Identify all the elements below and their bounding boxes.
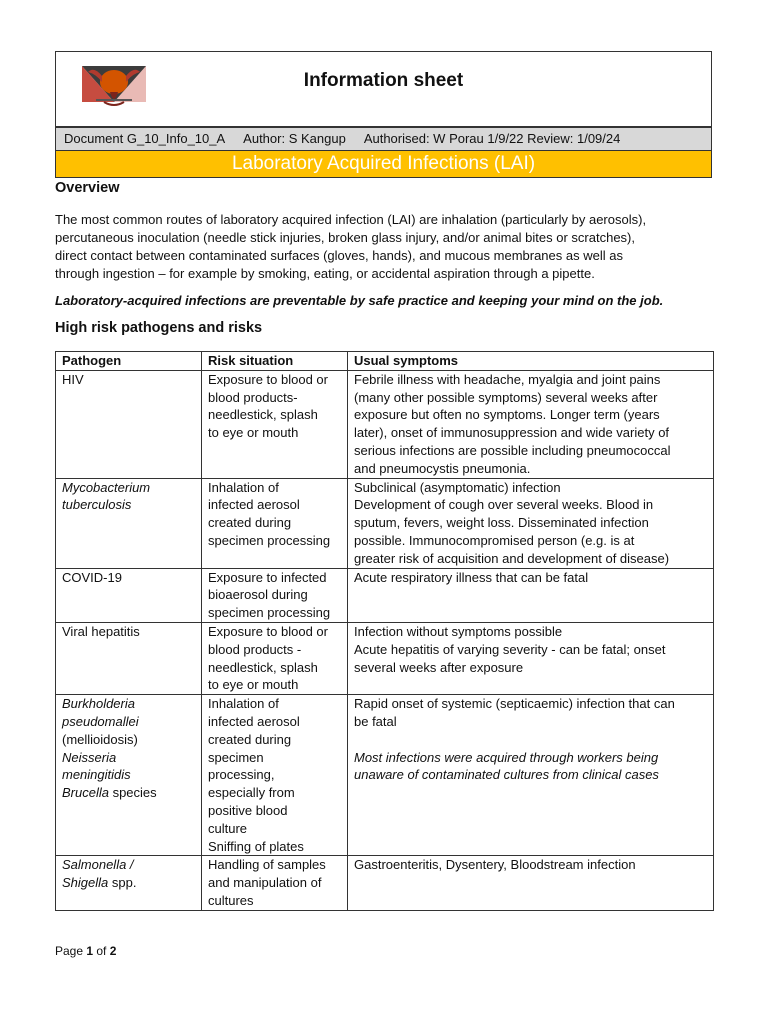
document-title: Information sheet (303, 70, 464, 91)
page-current: 1 (86, 944, 94, 958)
risk-line: blood products- (208, 389, 298, 405)
risk-cell (202, 478, 348, 568)
page-label: Page (55, 944, 87, 958)
topic-banner: Laboratory Acquired Infections (LAI) (55, 151, 712, 178)
risk-line: Exposure to blood or (208, 623, 328, 639)
table-row (56, 370, 714, 478)
risk-cell (202, 568, 348, 622)
pathogen-cell (56, 622, 202, 694)
pathogen-cell (56, 856, 202, 910)
symptom-line: Febrile illness with headache, myalgia and joint pains (354, 371, 661, 387)
symptom-line: be fatal (354, 713, 397, 729)
risk-line: positive blood (208, 802, 288, 818)
risk-line: needlestick, splash (208, 659, 318, 675)
symptoms-cell (348, 856, 714, 910)
symptom-line: Rapid onset of systemic (septicaemic) infection that can (354, 696, 675, 712)
risk-cell (202, 370, 348, 478)
pathogen-name (62, 874, 195, 892)
column-header-usual-symptoms: Usual symptoms (348, 352, 714, 371)
symptoms-cell (348, 478, 714, 568)
risk-line: Sniffing of plates (208, 838, 304, 854)
symptom-line: serious infections are possible including pneumococcal (354, 442, 671, 458)
pathogen-cell (56, 478, 202, 568)
pathogen-genus: Shigella (62, 875, 109, 891)
header-box (55, 51, 712, 127)
overview-line: percutaneous inoculation (needle stick injuries, broken glass injury, and/or animal bites or scratches), (55, 230, 635, 245)
symptoms-cell (348, 622, 714, 694)
symptom-line: exposure but often no symptoms. Longer term (years (354, 407, 660, 423)
document-author: Author: S Kangup (243, 131, 346, 146)
risk-line: to eye or mouth (208, 425, 299, 441)
symptom-line: sputum, fevers, weight loss. Disseminated infection (354, 515, 649, 531)
page-of-label: of (93, 944, 110, 958)
symptoms-cell (348, 370, 714, 478)
column-header-pathogen: Pathogen (56, 352, 202, 371)
pathogen-name: Neisseria (62, 749, 117, 765)
overview-heading: Overview (55, 180, 120, 196)
table-row (56, 856, 714, 910)
symptom-line: Infection without symptoms possible (354, 623, 563, 639)
overview-line: The most common routes of laboratory acquired infection (LAI) are inhalation (particularly by aerosols), (55, 212, 647, 227)
symptom-line: Development of cough over several weeks. Blood in (354, 497, 654, 513)
symptom-line: Gastroenteritis, Dysentery, Bloodstream infection (354, 857, 636, 873)
risk-line: specimen (208, 749, 264, 765)
risk-line: Handling of samples (208, 857, 326, 873)
table-row (56, 622, 714, 694)
risk-cell (202, 695, 348, 856)
risk-line: and manipulation of (208, 875, 322, 891)
table-row (56, 568, 714, 622)
risk-line: blood products - (208, 641, 302, 657)
symptom-line: Acute hepatitis of varying severity - can be fatal; onset (354, 641, 666, 657)
pathogen-cell (56, 695, 202, 856)
pathogen-name (62, 784, 195, 802)
risk-line: infected aerosol (208, 713, 300, 729)
symptom-line: Subclinical (asymptomatic) infection (354, 479, 561, 495)
table-row (56, 478, 714, 568)
risk-line: Inhalation of (208, 696, 279, 712)
risks-heading: High risk pathogens and risks (55, 320, 263, 336)
risk-line: processing, (208, 767, 275, 783)
symptom-line: possible. Immunocompromised person (e.g. is at (354, 532, 635, 548)
symptoms-cell (348, 695, 714, 856)
risk-line: Exposure to blood or (208, 371, 328, 387)
pathogen-name: meningitidis (62, 767, 131, 783)
risk-cell (202, 856, 348, 910)
symptom-line: several weeks after exposure (354, 659, 524, 675)
overview-line: through ingestion – for example by smoking, eating, or accidental aspiration through a pipette. (55, 266, 595, 281)
column-header-risk-situation: Risk situation (202, 352, 348, 371)
pathogen-genus: Brucella (62, 785, 109, 801)
risk-line: needlestick, splash (208, 407, 318, 423)
overview-line: direct contact between contaminated surfaces (gloves, hands), and mucous membranes as well as (55, 248, 623, 263)
risk-line: infected aerosol (208, 497, 300, 513)
symptom-note-line: Most infections were acquired through workers being (354, 749, 659, 765)
pathogen-name: Burkholderia (62, 696, 135, 712)
overview-paragraph (55, 211, 715, 283)
document-id: Document G_10_Info_10_A (64, 131, 226, 146)
pathogen-suffix: spp. (108, 875, 137, 891)
pathogen-cell (56, 370, 202, 478)
risk-cell (202, 622, 348, 694)
pathogen-name: Viral hepatitis (62, 623, 140, 639)
symptom-line: later), onset of immunosuppression and wide variety of (354, 425, 670, 441)
risk-line: created during (208, 515, 292, 531)
page-total: 2 (109, 944, 117, 958)
page-number-footer (55, 944, 116, 958)
document-meta-row (55, 127, 712, 151)
table-header-row (56, 352, 714, 371)
pathogen-name: pseudomallei (62, 713, 139, 729)
pathogen-name: tuberculosis (62, 497, 132, 513)
prevention-statement: Laboratory-acquired infections are preventable by safe practice and keeping your mind on the job. (55, 293, 664, 308)
risk-line: Exposure to infected (208, 569, 327, 585)
symptom-line: greater risk of acquisition and development of disease) (354, 550, 670, 566)
risk-line: to eye or mouth (208, 677, 299, 693)
document-authorisation: Authorised: W Porau 1/9/22 Review: 1/09/24 (363, 131, 621, 146)
symptom-line: Acute respiratory illness that can be fatal (354, 569, 589, 585)
pathogen-note: (mellioidosis) (62, 731, 138, 747)
risk-line: Inhalation of (208, 479, 279, 495)
risk-line: created during (208, 731, 292, 747)
spacer (354, 731, 707, 749)
pathogen-name: COVID-19 (62, 569, 122, 585)
risk-line: specimen processing (208, 605, 331, 621)
pathogen-cell (56, 568, 202, 622)
pathogen-suffix: species (108, 785, 157, 801)
symptom-line: (many other possible symptoms) several weeks after (354, 389, 658, 405)
symptom-note-line: unaware of contaminated cultures from clinical cases (354, 767, 659, 783)
risk-line: bioaerosol during (208, 587, 308, 603)
pathogen-name: Salmonella / (62, 857, 134, 873)
symptoms-cell (348, 568, 714, 622)
risk-line: cultures (208, 892, 254, 908)
pathogen-risk-table (55, 351, 714, 911)
risk-line: specimen processing (208, 532, 331, 548)
table-row (56, 695, 714, 856)
risk-line: culture (208, 820, 248, 836)
risk-line: especially from (208, 785, 295, 801)
pathogen-name: Mycobacterium (62, 479, 151, 495)
pathogen-name: HIV (62, 371, 84, 387)
symptom-line: and pneumocystis pneumonia. (354, 460, 531, 476)
